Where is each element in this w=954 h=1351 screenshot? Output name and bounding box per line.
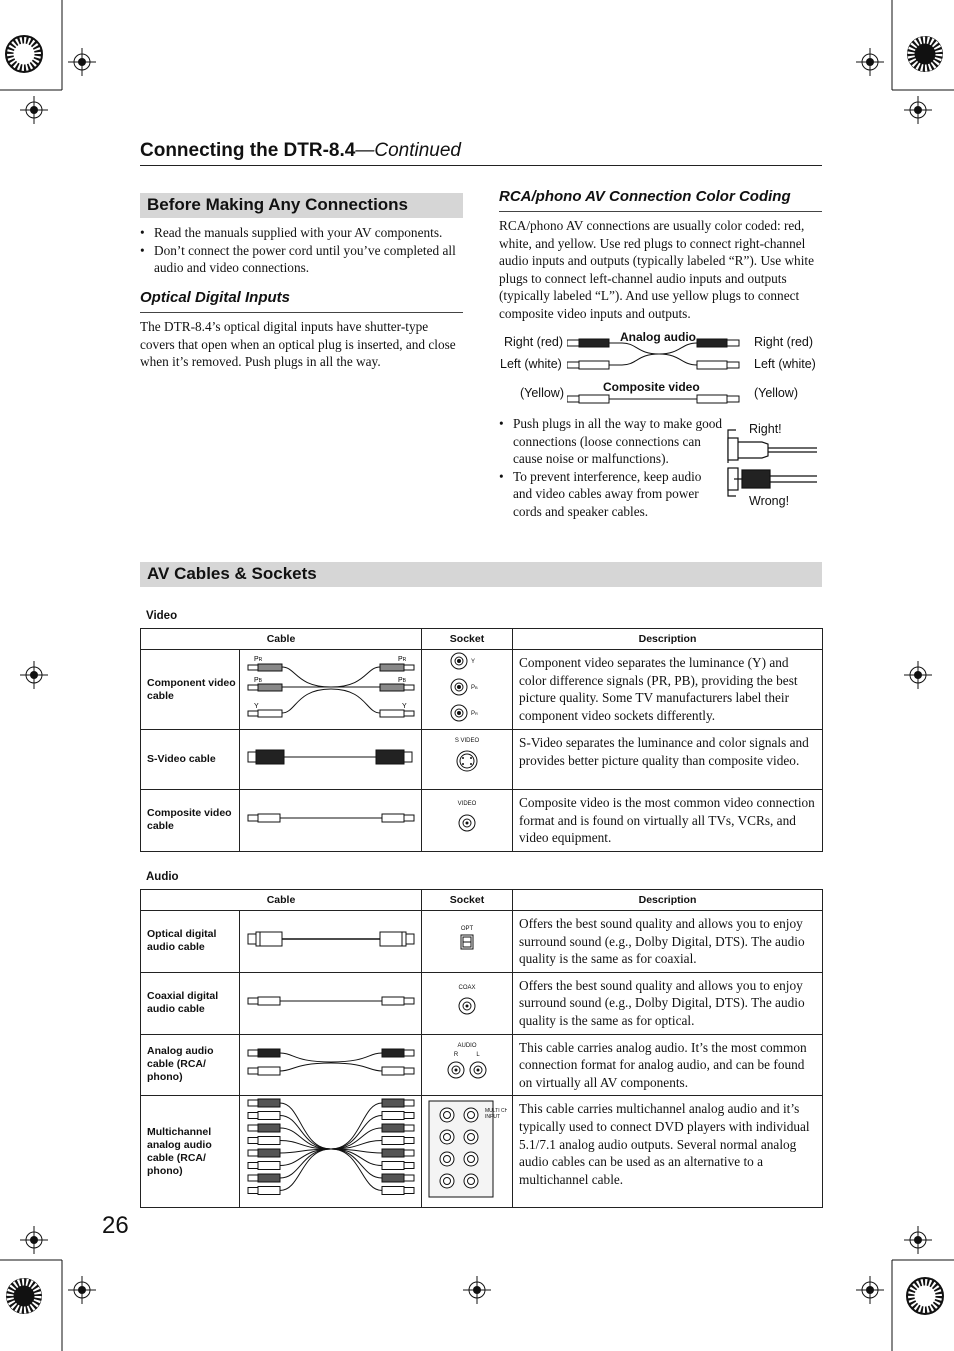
multichannel-wire (280, 1103, 382, 1149)
multichannel-plug-tip (248, 1125, 258, 1131)
multichannel-plug-body (258, 1137, 280, 1145)
optical-rule (140, 312, 463, 313)
page-title (140, 140, 461, 162)
analog-socket (422, 1034, 513, 1096)
composite-video-label: Composite video (603, 380, 700, 394)
optical-cable-icon (246, 929, 416, 949)
svg-text:PR: PR (471, 711, 478, 717)
multichannel-wire (280, 1116, 382, 1150)
svg-text:Y: Y (253, 703, 259, 710)
rca-bullet-1: • Push plugs in all the way to make good connections (loose connections can cause noise or malfunctions). (513, 415, 723, 468)
multichannel-plug-body (258, 1187, 280, 1195)
coaxial-socket-icon (447, 982, 487, 1020)
multichannel-plug-body (258, 1149, 280, 1157)
multichannel-plug-tip (404, 1138, 414, 1144)
svg-text:OPT: OPT (460, 925, 474, 932)
before-bullets (140, 224, 477, 277)
multichannel-cable-desc: This cable carries multichannel analog audio and it’s typically used to connect DVD players with individual 5.1/7.1 analog audio outputs. Several normal analog audio cables can be used as an alternative to a multichannel cable. (513, 1096, 823, 1208)
coaxial-cable-icon (246, 991, 416, 1011)
right-label: Right! (749, 422, 782, 436)
svg-text:Y: Y (401, 703, 407, 710)
before-bullet-1: • Read the manuals supplied with your AV components. (154, 224, 477, 242)
svg-text:COAX: COAX (458, 984, 476, 991)
multichannel-plug-tip (248, 1138, 258, 1144)
rca-bullet-2: • To prevent interference, keep audio and video cables away from power cords and speaker cables. (513, 468, 723, 521)
composite-socket (422, 790, 513, 852)
col-cable: Cable (141, 629, 422, 650)
multichannel-jack (464, 1108, 478, 1122)
wrong-label: Wrong! (749, 494, 790, 508)
analog-audio-label: Analog audio (620, 330, 696, 344)
analog-cable-pic (240, 1034, 422, 1096)
component-socket-icon (437, 651, 497, 723)
svg-text:L: L (476, 1052, 480, 1059)
svg-text:PB: PB (253, 677, 262, 684)
multichannel-plug-tip (404, 1100, 414, 1106)
before-bullet-2: • Don’t connect the power cord until you’ve completed all audio and video connections. (154, 242, 477, 277)
composite-desc: Composite video is the most common video connection format and is found on virtually all TVs, VCRs, and video equipment. (513, 790, 823, 852)
svg-text:PB: PB (397, 677, 406, 684)
multichannel-plug-tip (404, 1163, 414, 1169)
component-video-cable-pic (240, 650, 422, 730)
multichannel-socket (422, 1096, 513, 1208)
multichannel-plug-body (382, 1137, 404, 1145)
page-number: 26 (102, 1212, 129, 1239)
right-red-label-right: Right (red) (754, 335, 814, 349)
multichannel-plug-body (382, 1099, 404, 1107)
svg-text:Y: Y (471, 659, 476, 665)
multichannel-plug-body (382, 1174, 404, 1182)
svideo-socket (422, 730, 513, 790)
page-title-continued: —Continued (355, 140, 461, 161)
page-title-text: Connecting the DTR-8.4 (140, 140, 356, 161)
multichannel-plug-tip (404, 1125, 414, 1131)
video-table-header (141, 629, 823, 650)
coaxial-cable-desc: Offers the best sound quality and allows you to enjoy surround sound (e.g., Dolby Digital, DTS). The audio quality is the same as for optical. (513, 972, 823, 1034)
svg-text:INPUT: INPUT (485, 1114, 500, 1121)
col-description: Description (513, 629, 823, 650)
multichannel-plug-tip (404, 1188, 414, 1194)
audio-table (140, 889, 823, 1208)
optical-socket (422, 911, 513, 973)
multichannel-plug-body (382, 1187, 404, 1195)
before-heading: Before Making Any Connections (140, 193, 463, 218)
table-row (141, 1034, 823, 1096)
right-red-label-left: Right (red) (504, 335, 564, 349)
multichannel-jack (440, 1130, 454, 1144)
optical-heading: Optical Digital Inputs (140, 289, 291, 306)
svideo-desc: S-Video separates the luminance and color signals and provides better picture quality than composite video. (513, 730, 823, 790)
component-video-socket (422, 650, 513, 730)
composite-cable-icon (246, 808, 416, 828)
col-cable: Cable (141, 890, 422, 911)
multichannel-plug-tip (404, 1113, 414, 1119)
multichannel-plug-body (258, 1124, 280, 1132)
svg-text:PR: PR (253, 656, 262, 663)
coaxial-cable-name: Coaxial digital audio cable (141, 972, 240, 1034)
analog-cable-icon (246, 1045, 416, 1079)
svg-text:PR: PR (397, 656, 406, 663)
table-row (141, 650, 823, 730)
multichannel-plug-tip (248, 1113, 258, 1119)
multichannel-plug-tip (248, 1100, 258, 1106)
multichannel-jack (440, 1174, 454, 1188)
multichannel-plug-body (258, 1162, 280, 1170)
left-white-label-left: Left (white) (500, 357, 562, 371)
rca-cables-drawing (567, 336, 752, 406)
title-rule (140, 165, 822, 166)
multichannel-wire (280, 1149, 382, 1153)
video-table (140, 628, 823, 852)
left-white-label-right: Left (white) (754, 357, 816, 371)
analog-cable-name: Analog audio cable (RCA/ phono) (141, 1034, 240, 1096)
audio-label: Audio (146, 871, 179, 883)
rca-diagram (499, 328, 822, 408)
col-socket: Socket (422, 629, 513, 650)
rca-heading: RCA/phono AV Connection Color Coding (499, 188, 791, 205)
component-video-desc: Component video separates the luminance (Y) and color difference signals (PR, PB), providing the best picture quality. Some TV manufacturers label their component video sockets differently. (513, 650, 823, 730)
table-row (141, 730, 823, 790)
multichannel-plug-body (382, 1162, 404, 1170)
optical-cable-desc: Offers the best sound quality and allows you to enjoy surround sound (e.g., Dolby Digital, DTS). The audio quality is the same as for coaxial. (513, 911, 823, 973)
optical-socket-icon (447, 923, 487, 955)
av-heading: AV Cables & Sockets (140, 562, 822, 587)
svideo-name: S-Video cable (141, 730, 240, 790)
table-row (141, 911, 823, 973)
coaxial-socket (422, 972, 513, 1034)
multichannel-jack (440, 1108, 454, 1122)
multichannel-plug-tip (404, 1175, 414, 1181)
multichannel-wire (280, 1149, 382, 1166)
table-row (141, 972, 823, 1034)
rca-bullets (499, 415, 723, 521)
multichannel-plug-tip (248, 1150, 258, 1156)
multichannel-cable-name: Multichannel analog audio cable (RCA/ phono) (141, 1096, 240, 1208)
multichannel-wire (280, 1149, 382, 1191)
multichannel-wire (280, 1149, 382, 1178)
table-row (141, 790, 823, 852)
svideo-cable-icon (246, 747, 416, 767)
optical-text: The DTR-8.4’s optical digital inputs have shutter-type covers that open when an optical plug is inserted, and close when it’s removed. Push plugs in all the way. (140, 319, 456, 370)
multichannel-socket-icon (427, 1099, 507, 1199)
rca-text: RCA/phono AV connections are usually color coded: red, white, and yellow. Use red plugs to connect right-channel audio inputs and outputs (typically labeled “R”). Use white plugs to connect left-channel audio inputs and outputs (typically labeled “L”). And use yellow plugs to connect composite video inputs and outputs. (499, 218, 814, 321)
multichannel-jack (464, 1130, 478, 1144)
video-label: Video (146, 610, 178, 622)
multichannel-plug-body (382, 1124, 404, 1132)
multichannel-plug-body (258, 1174, 280, 1182)
yellow-label-right: (Yellow) (754, 386, 799, 400)
multichannel-plug-tip (248, 1175, 258, 1181)
composite-name: Composite video cable (141, 790, 240, 852)
multichannel-plug-body (258, 1112, 280, 1120)
audio-table-header (141, 890, 823, 911)
col-description: Description (513, 890, 823, 911)
svg-text:MULTI CH: MULTI CH (485, 1108, 507, 1115)
component-cable-icon (246, 652, 416, 722)
multichannel-cable-pic (240, 1096, 422, 1208)
coaxial-cable-pic (240, 972, 422, 1034)
svg-text:R: R (453, 1052, 459, 1059)
plug-insertion-diagram (722, 418, 822, 513)
multichannel-plug-tip (248, 1163, 258, 1169)
svg-text:VIDEO: VIDEO (457, 800, 477, 807)
col-socket: Socket (422, 890, 513, 911)
multichannel-wire (280, 1128, 382, 1149)
svg-text:AUDIO: AUDIO (457, 1043, 477, 1050)
multichannel-jack (464, 1174, 478, 1188)
multichannel-jack (464, 1152, 478, 1166)
svideo-socket-icon (442, 735, 492, 779)
analog-cable-desc: This cable carries analog audio. It’s the most common connection format for analog audio, and can be found on virtually all AV components. (513, 1034, 823, 1096)
analog-socket-icon (441, 1040, 493, 1084)
rca-rule (499, 211, 822, 212)
component-video-name: Component video cable (141, 650, 240, 730)
multichannel-cable-icon (246, 1097, 416, 1201)
optical-cable-pic (240, 911, 422, 973)
table-row (141, 1096, 823, 1208)
svg-text:PB: PB (471, 685, 478, 691)
multichannel-plug-body (258, 1099, 280, 1107)
svideo-cable-pic (240, 730, 422, 790)
optical-cable-name: Optical digital audio cable (141, 911, 240, 973)
composite-cable-pic (240, 790, 422, 852)
multichannel-plug-body (382, 1149, 404, 1157)
composite-socket-icon (442, 798, 492, 838)
multichannel-plug-body (382, 1112, 404, 1120)
multichannel-wire (280, 1141, 382, 1150)
multichannel-plug-tip (248, 1188, 258, 1194)
multichannel-plug-tip (404, 1150, 414, 1156)
yellow-label-left: (Yellow) (520, 386, 565, 400)
multichannel-jack (440, 1152, 454, 1166)
svg-text:S VIDEO: S VIDEO (454, 738, 480, 744)
